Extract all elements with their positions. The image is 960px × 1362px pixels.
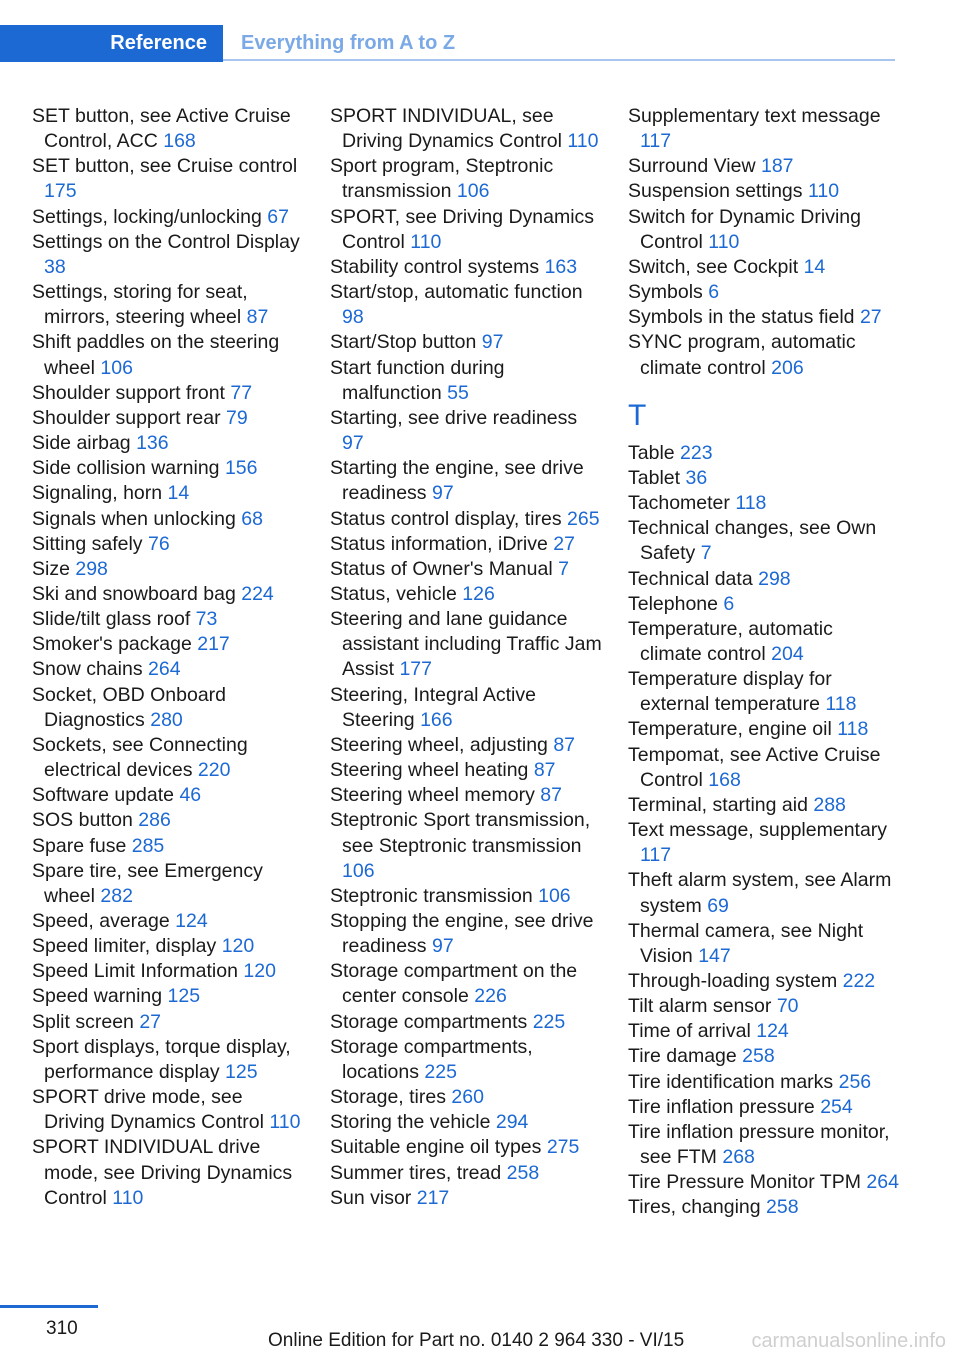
index-column-1 [32,104,304,1211]
index-entry-term: Speed limiter, display [32,935,217,958]
index-entry [628,1070,900,1095]
index-entry [628,1044,900,1069]
page-reference-link[interactable]: 87 [533,759,556,782]
page-reference-link[interactable]: 226 [474,985,507,1008]
page-reference-link[interactable]: 79 [226,406,248,429]
index-entry-term: Speed Limit Information [32,960,238,983]
index-entry [628,179,900,204]
index-entry-term: SOS button [32,809,133,832]
index-entry-term: Sitting safely [32,532,143,555]
index-entry [32,280,304,330]
index-entry [628,255,900,280]
index-entry [330,758,602,783]
index-entry-term: Tire identification marks [628,1070,834,1093]
index-entry-term: Steptronic Sport transmission, see Steptronic transmission [330,809,591,857]
index-entry-term: Status control display, tires [330,507,562,530]
page-reference-link[interactable]: 106 [456,180,490,203]
index-entry [330,557,602,582]
page-reference-link[interactable]: 163 [544,255,578,278]
index-entry [628,104,900,154]
index-entry-term: Split screen [32,1010,134,1033]
index-entry [628,441,900,466]
page-reference-link[interactable]: 27 [859,306,882,329]
page-reference-link[interactable]: 265 [567,507,600,530]
index-entry [32,959,304,984]
page-reference-link[interactable]: 69 [707,894,729,917]
page-reference-link[interactable]: 125 [167,985,201,1008]
index-entry-term: Storage compartments, locations [330,1035,533,1083]
page-reference-link[interactable]: 258 [742,1045,775,1068]
index-entry [32,557,304,582]
index-entry-term: Software update [32,784,175,807]
page-reference-link[interactable]: 87 [553,733,576,756]
page-reference-link[interactable]: 14 [167,482,190,505]
index-entry [330,683,602,733]
page-reference-link[interactable]: 223 [680,441,713,464]
index-entry-term: SYNC program, automatic climate control [628,331,856,379]
index-entry-term: Size [32,557,70,580]
page-reference-link[interactable]: 166 [420,708,453,731]
page-reference-link[interactable]: 27 [553,532,575,555]
page-reference-link[interactable]: 298 [75,557,108,580]
index-entry-term: Stability control systems [330,255,540,278]
page-reference-link[interactable]: 147 [698,944,731,967]
index-entry [628,154,900,179]
page-reference-link[interactable]: 124 [175,910,208,932]
page-reference-link[interactable]: 97 [431,482,454,505]
index-entry [32,481,304,506]
page-reference-link[interactable]: 225 [424,1060,457,1083]
index-entry [32,1035,304,1085]
page-reference-link[interactable]: 204 [771,642,804,665]
page-reference-link[interactable]: 120 [221,935,255,958]
page-reference-link[interactable]: 38 [44,255,66,278]
index-entry [32,934,304,959]
page-reference-link[interactable]: 168 [708,768,741,791]
page-reference-link[interactable]: 118 [735,492,767,515]
page-reference-link[interactable]: 285 [131,834,165,857]
index-entry [32,582,304,607]
page-reference-link[interactable]: 110 [708,230,740,253]
page-reference-link[interactable]: 260 [451,1086,484,1109]
index-entry-term: Suspension settings [628,180,803,203]
index-entry-term: Surround View [628,155,756,178]
index-entry [330,582,602,607]
index-entry [628,919,900,969]
index-entry-term: Stopping the engine, see drive readiness [330,910,594,958]
index-entry [330,909,602,959]
edition-note: Online Edition for Part no. 0140 2 964 330 - VI/15 [268,1330,685,1351]
page-reference-link[interactable]: 110 [269,1111,301,1134]
index-column-3 [628,104,900,1221]
index-entry-term: Tire Pressure Monitor TPM [628,1171,861,1194]
index-entry [628,592,900,617]
page-reference-link[interactable]: 36 [685,466,708,489]
index-entry [628,280,900,305]
index-entry-term: Start/stop, automatic function [330,281,583,304]
index-entry [32,783,304,808]
index-entry [330,1110,602,1135]
index-entry-term: Terminal, starting aid [628,793,808,816]
index-entry-term: Steering wheel heating [330,759,529,782]
index-entry-term: Spare tire, see Emergency wheel [32,859,263,907]
index-entry [32,532,304,557]
index-entry-term: Tachometer [628,492,730,515]
page-reference-link[interactable]: 76 [147,532,170,555]
page-reference-link[interactable]: 224 [241,582,274,605]
index-entry-term: Suitable engine oil types [330,1136,542,1159]
index-entry-term: Switch for Dynamic Driving Control [628,205,861,253]
index-entry-term: Telephone [628,592,718,615]
header-divider [223,59,895,61]
index-entry-term: Thermal camera, see Night Vision [628,919,864,967]
page-reference-link[interactable]: 14 [803,255,826,278]
index-entry [628,818,900,868]
index-entry-term: Tilt alarm sensor [628,995,772,1018]
index-entry-term: Temperature display for external temperature [628,668,832,716]
index-entry [330,1135,602,1160]
index-entry [330,959,602,1009]
index-entry-term: Steering wheel memory [330,784,535,807]
index-entry [32,330,304,380]
index-entry-term: Slide/tilt glass roof [32,608,191,631]
index-entry-term: Through-loading system [628,970,838,992]
index-entry-term: Tablet [628,466,681,489]
index-entry-term: Storing the vehicle [330,1111,491,1134]
index-entry [32,1085,304,1135]
index-entry-term: Signaling, horn [32,482,163,505]
page-reference-link[interactable]: 7 [558,557,569,580]
index-entry-term: Storage compartments [330,1010,528,1033]
index-entry-term: Status of Owner's Manual [330,557,553,580]
index-entry-term: Status, vehicle [330,582,457,605]
index-entry [330,205,602,255]
page-reference-link[interactable]: 106 [342,859,375,882]
page-reference-link[interactable]: 217 [416,1186,450,1209]
index-entry [628,567,900,592]
index-entry [330,808,602,883]
page-reference-link[interactable]: 110 [410,230,442,253]
index-entry [32,984,304,1009]
index-entry-term: Shift paddles on the steering wheel [32,331,280,379]
page-reference-link[interactable]: 264 [148,658,181,681]
index-entry [628,743,900,793]
index-entry [628,1019,900,1044]
page-reference-link[interactable]: 286 [138,809,171,832]
index-entry [330,532,602,557]
index-entry [628,868,900,918]
index-entry [330,884,602,909]
page-reference-link[interactable]: 298 [758,567,791,590]
index-entry [32,406,304,431]
index-entry [32,632,304,657]
index-entry [32,859,304,909]
index-entry [628,994,900,1019]
index-entry-term: Tires, changing [628,1196,761,1219]
index-entry [330,356,602,406]
page-reference-link[interactable]: 77 [230,381,253,404]
index-entry [32,104,304,154]
index-entry [628,1120,900,1170]
index-entry-term: Start function during malfunction [330,356,505,404]
index-entry-term: Sockets, see Connecting electrical devices [32,733,248,782]
page-reference-link[interactable]: 220 [197,759,231,782]
page-reference-link[interactable]: 118 [825,693,857,716]
index-entry [628,717,900,742]
page-reference-link[interactable]: 67 [267,205,289,228]
page-reference-link[interactable]: 217 [197,633,230,656]
page-reference-link[interactable]: 177 [399,658,432,681]
index-entry-term: Speed, average [32,910,170,932]
index-entry-term: Steering wheel, adjusting [330,733,548,756]
index-entry-term: Speed warning [32,985,163,1008]
index-entry [330,280,602,330]
index-entry-term: Signals when unlocking [32,507,236,530]
page-reference-link[interactable]: 125 [225,1060,258,1083]
page-reference-link[interactable]: 98 [342,306,364,329]
index-entry-term: SPORT drive mode, see Driving Dynamics Control [32,1086,264,1134]
index-entry-term: SPORT INDIVIDUAL drive mode, see Driving Dynamics Control [32,1136,293,1209]
index-entry [628,330,900,380]
index-entry-term: Settings, storing for seat, mirrors, steering wheel [32,281,248,329]
index-entry [32,456,304,481]
index-entry [628,1170,900,1195]
page-reference-link[interactable]: 27 [139,1010,162,1033]
index-entry-term: Temperature, automatic climate control [628,617,833,665]
page-reference-link[interactable]: 168 [163,130,196,153]
page-reference-link[interactable]: 97 [481,331,504,354]
index-entry-term: Storage, tires [330,1086,446,1109]
index-entry-term: Shoulder support front [32,381,225,404]
index-entry [330,733,602,758]
index-entry [32,154,304,204]
page-reference-link[interactable]: 258 [766,1196,799,1219]
index-column-2 [330,104,602,1211]
index-entry-term: Sport displays, torque display, performance display [32,1035,291,1083]
index-entry-term: Tire inflation pressure [628,1095,815,1118]
index-letter-heading: T [628,398,647,432]
index-entry-term: Settings on the Control Display [32,230,300,253]
page-reference-link[interactable]: 206 [771,356,804,379]
index-entry [32,1135,304,1210]
index-entry-term: Technical changes, see Own Safety [628,517,877,565]
index-entry-term: Symbols in the status field [628,306,855,329]
index-entry [330,607,602,682]
index-entry-term: Socket, OBD Onboard Diagnostics [32,683,227,731]
index-entry [32,834,304,859]
index-entry-term: Status information, iDrive [330,532,548,555]
page-reference-link[interactable]: 120 [243,960,276,983]
index-entry [628,793,900,818]
page-reference-link[interactable]: 222 [842,970,876,992]
page-reference-link[interactable]: 268 [722,1146,755,1169]
index-entry [628,617,900,667]
index-entry [32,657,304,682]
page-reference-link[interactable]: 106 [538,884,571,907]
index-entry [330,255,602,280]
page-reference-link[interactable]: 46 [179,784,202,807]
index-entry [330,1186,602,1211]
index-entry [628,516,900,566]
page-reference-link[interactable]: 106 [100,356,133,379]
index-entry [628,205,900,255]
index-entry-term: Spare fuse [32,834,127,857]
index-entry [330,104,602,154]
index-entry-term: Side collision warning [32,457,220,480]
index-entry-term: Tire inflation pressure monitor, see FTM [628,1120,890,1169]
index-entry [330,330,602,355]
page-reference-link[interactable]: 110 [112,1186,144,1209]
page-reference-link[interactable]: 97 [431,935,454,958]
index-entry [628,1095,900,1120]
index-entry-term: Table [628,441,675,464]
page-reference-link[interactable]: 156 [224,457,258,480]
index-entry-term: SPORT INDIVIDUAL, see Driving Dynamics Control [330,105,562,153]
index-entry-term: Smoker's package [32,633,192,656]
index-entry-term: Steptronic transmission [330,884,533,907]
page-reference-link[interactable]: 87 [246,306,269,329]
index-entry-term: Settings, locking/unlocking [32,205,262,228]
page-reference-link[interactable]: 254 [820,1095,853,1118]
index-entry-term: Ski and snowboard bag [32,582,236,605]
index-entry-term: Side airbag [32,432,131,455]
index-entry-term: Technical data [628,567,753,590]
index-entry-term: Shoulder support rear [32,406,221,429]
page-reference-link[interactable]: 6 [708,281,720,304]
page-reference-link[interactable]: 187 [760,155,794,178]
page-reference-link[interactable]: 7 [700,542,712,565]
index-entry [32,683,304,733]
page-reference-link[interactable]: 97 [342,432,364,455]
index-entry-term: Starting, see drive readiness [330,406,578,429]
index-entry [628,969,900,994]
index-entry-term: Snow chains [32,658,143,681]
subsection-title[interactable]: Everything from A to Z [241,32,456,54]
page-reference-link[interactable]: 70 [776,995,799,1018]
index-entry-term: Tire damage [628,1045,737,1068]
index-entry [628,1195,900,1220]
index-entry-term: Steering and lane guidance assistant including Traffic Jam Assist [330,608,602,681]
index-entry-term: Temperature, engine oil [628,718,832,741]
watermark: carmanualsonline.info [751,1330,946,1352]
index-entry-term: Switch, see Cockpit [628,255,799,278]
index-entry-term: SPORT, see Driving Dynamics Control [330,205,595,253]
page-reference-link[interactable]: 282 [100,884,133,907]
index-entry [330,507,602,532]
page-reference-link[interactable]: 117 [640,130,672,153]
index-entry-term: Theft alarm system, see Alarm system [628,869,892,917]
page-reference-link[interactable]: 288 [813,793,846,816]
index-entry-term: Time of arrival [628,1020,751,1043]
page-reference-link[interactable]: 258 [506,1161,540,1184]
index-entry [32,205,304,230]
page-reference-link[interactable]: 110 [807,180,840,203]
index-entry [32,1010,304,1035]
index-entry [32,733,304,783]
index-entry [330,1035,602,1085]
index-entry [330,783,602,808]
page-reference-link[interactable]: 73 [195,608,218,631]
index-entry [330,1085,602,1110]
section-tab[interactable]: Reference [0,25,223,62]
page-reference-link[interactable]: 225 [532,1010,566,1033]
index-entry-term: Starting the engine, see drive readiness [330,457,584,505]
page-reference-link[interactable]: 6 [723,592,735,615]
index-entry-term: Summer tires, tread [330,1161,502,1184]
page-reference-link[interactable]: 294 [495,1111,529,1134]
index-entry [628,491,900,516]
index-entry-term: Storage compartment on the center console [330,960,578,1008]
index-entry [32,230,304,280]
index-entry [628,667,900,717]
index-entry [330,154,602,204]
page-reference-link[interactable]: 68 [241,507,263,530]
index-entry-term: Tempomat, see Active Cruise Control [628,743,881,791]
index-entry [32,808,304,833]
page-reference-link[interactable]: 55 [447,381,469,404]
page-reference-link[interactable]: 264 [866,1171,899,1194]
index-entry [32,607,304,632]
footer-divider [0,1305,98,1308]
page-reference-link[interactable]: 110 [567,130,599,153]
index-entry [330,1010,602,1035]
page-reference-link[interactable]: 136 [136,432,169,455]
index-entry [330,1161,602,1186]
index-entry-term: Supplementary text message [628,105,881,127]
page-reference-link[interactable]: 87 [540,784,562,807]
index-entry [628,305,900,330]
page-header [0,25,895,62]
index-entry [32,381,304,406]
page-reference-link[interactable]: 280 [150,708,183,731]
page-reference-link[interactable]: 118 [837,718,869,741]
index-entry-term: Symbols [628,281,703,304]
page-number: 310 [46,1318,78,1339]
index-entry-term: Steering, Integral Active Steering [330,683,536,731]
index-entry [32,431,304,456]
page-reference-link[interactable]: 126 [462,582,495,605]
index-entry [628,466,900,491]
index-entry [32,507,304,532]
index-entry [32,909,304,934]
page-reference-link[interactable]: 275 [546,1136,580,1159]
index-entry-term: Text message, supplementary [628,819,888,842]
index-entry-term: Sport program, Steptronic transmission [330,155,554,203]
page-reference-link[interactable]: 117 [640,844,672,867]
index-entry-term: SET button, see Cruise control [32,155,298,178]
page-reference-link[interactable]: 175 [44,180,77,203]
index-entry [330,406,602,456]
index-entry-term: Start/Stop button [330,331,477,354]
index-entry-term: Sun visor [330,1186,412,1209]
index-entry [330,456,602,506]
index-entry-term: SET button, see Active Cruise Control, ACC [32,105,291,153]
page-reference-link[interactable]: 256 [838,1070,872,1093]
page-reference-link[interactable]: 124 [756,1020,789,1043]
